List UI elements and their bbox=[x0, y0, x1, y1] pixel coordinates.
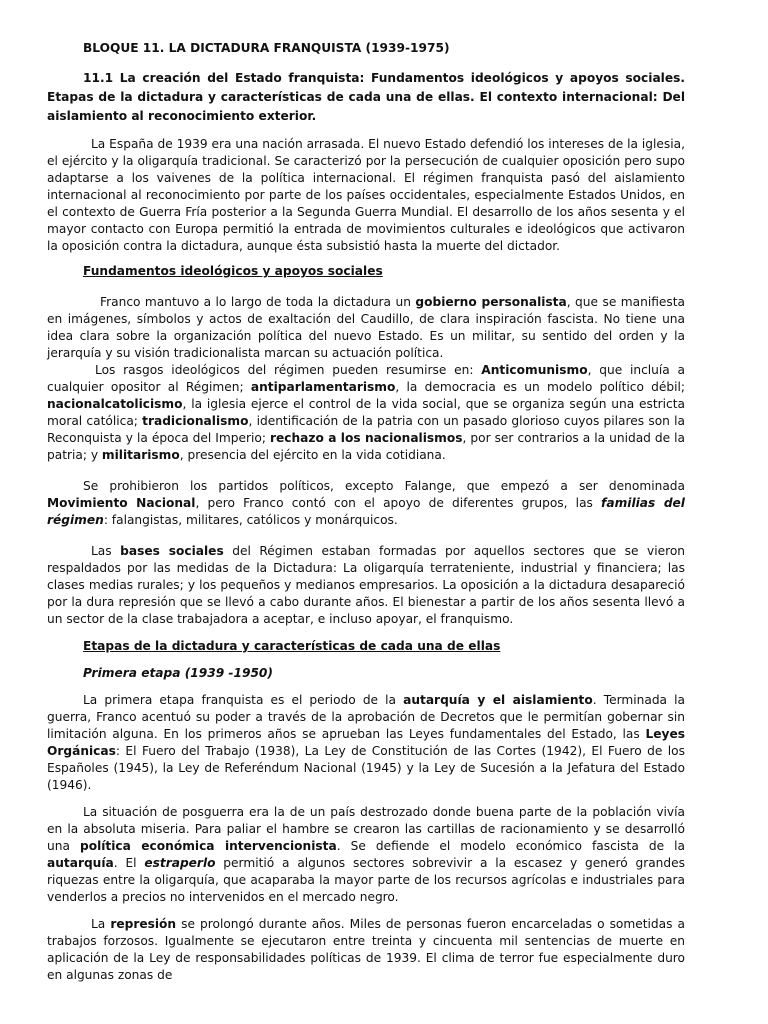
bold-term: Leyes Orgánicas bbox=[47, 727, 685, 758]
text-run: , la democracia es un modelo político débil; bbox=[395, 380, 685, 394]
bold-term: política económica intervencionista bbox=[79, 839, 337, 853]
text-run: , que incluía a cualquier opositor al Régimen; bbox=[47, 363, 685, 394]
subheading-etapas: Etapas de la dictadura y características de cada una de ellas bbox=[83, 639, 501, 653]
bold-term: Movimiento Nacional bbox=[47, 496, 196, 510]
text-run: Se prohibieron los partidos políticos, excepto Falange, que empezó a ser denominada bbox=[83, 479, 685, 493]
bold-term: rechazo a los nacionalismos bbox=[269, 431, 463, 445]
text-run: , identificación de la patria con un pasado glorioso cuyos pilares son la Reconquista y la época del Imperio; bbox=[47, 414, 685, 445]
intro-paragraph bbox=[47, 136, 685, 255]
text-run: , presencia del ejército en la vida cotidiana. bbox=[179, 448, 446, 462]
section-title: 11.1 La creación del Estado franquista: Fundamentos ideológicos y apoyos sociales. Etapas de la dictadura y características de cada una de ellas. El contexto internacional: Del aislamiento al reconocimiento exterior. bbox=[47, 71, 685, 123]
bold-term: nacionalcatolicismo bbox=[47, 397, 183, 411]
bold-italic-term: familias del régimen bbox=[47, 496, 685, 527]
paragraph-bases-sociales bbox=[47, 543, 685, 628]
text-run: . Se defiende el modelo económico fascista de la bbox=[336, 839, 685, 853]
text-run: Franco mantuvo a lo largo de toda la dictadura un bbox=[100, 295, 416, 309]
paragraph-partidos bbox=[47, 478, 685, 529]
paragraph-franco-personalista bbox=[47, 294, 685, 362]
paragraph-represion bbox=[47, 916, 685, 984]
subheading-fundamentos: Fundamentos ideológicos y apoyos sociales bbox=[83, 264, 383, 278]
text-run: : falangistas, militares, católicos y monárquicos. bbox=[103, 513, 398, 527]
text-run: La bbox=[91, 917, 111, 931]
bold-term: Anticomunismo bbox=[481, 363, 588, 377]
bold-term: represión bbox=[110, 917, 177, 931]
text-run: La situación de posguerra era la de un país destrozado donde buena parte de la población vivía en la absoluta miseria. Para paliar el hambre se crearon las cartillas de racionamiento y se desarrolló una bbox=[47, 805, 685, 853]
text-run: , por ser contrarios a la unidad de la patria; y bbox=[47, 431, 685, 462]
text-run: , la iglesia ejerce el control de la vida social, que se organiza según una estricta moral católica; bbox=[47, 397, 685, 428]
paragraph-autarquia bbox=[47, 692, 685, 794]
text-run: . Terminada la guerra, Franco acentuó su poder a través de la aprobación de Decretos que le permitían gobernar sin limitación alguna. En los primeros años se aprueban las Leyes fundamentales del Estado, las bbox=[47, 693, 685, 741]
intro-text: La España de 1939 era una nación arrasada. El nuevo Estado defendió los intereses de la iglesia, el ejército y la oligarquía tradicional. Se caracterizó por la persecución de cualquier oposición pero supo adaptarse a los vaivenes de la política internacional. El régimen franquista pasó del aislamiento internacional al reconocimiento por parte de los países occidentales, especialmente Estados Unidos, en el contexto de Guerra Fría posterior a la Segunda Guerra Mundial. El desarrollo de los años sesenta y el mayor contacto con Europa permitió la entrada de movimientos culturales e ideológicos que activaron la oposición contra la dictadura, aunque ésta subsistió hasta la muerte del dictador. bbox=[47, 137, 685, 253]
bold-term: militarismo bbox=[101, 448, 180, 462]
subheading-primera-etapa: Primera etapa (1939 -1950) bbox=[83, 666, 273, 680]
bold-term: autarquía y el aislamiento bbox=[403, 693, 593, 707]
block-title: BLOQUE 11. LA DICTADURA FRANQUISTA (1939-1975) bbox=[83, 41, 450, 55]
bold-italic-term: estraperlo bbox=[144, 856, 216, 870]
text-run: : El Fuero del Trabajo (1938), La Ley de Constitución de las Cortes (1942), El Fuero de los Españoles (1945), la Ley de Referéndum Nacional (1945) y la Ley de Sucesión a la Jefatura del Estado (1946). bbox=[47, 744, 685, 792]
text-run: . El bbox=[113, 856, 145, 870]
bold-term: antiparlamentarismo bbox=[250, 380, 396, 394]
bold-term: bases sociales bbox=[120, 544, 224, 558]
bold-term: autarquía bbox=[47, 856, 114, 870]
paragraph-posguerra bbox=[47, 804, 685, 906]
text-run: Las bbox=[91, 544, 121, 558]
bold-term: tradicionalismo bbox=[142, 414, 249, 428]
text-run: , pero Franco contó con el apoyo de diferentes grupos, las bbox=[195, 496, 602, 510]
text-run: Los rasgos ideológicos del régimen pueden resumirse en: bbox=[95, 363, 482, 377]
bold-term: gobierno personalista bbox=[415, 295, 567, 309]
text-run: permitió a algunos sectores sobrevivir a la escasez y generó grandes riquezas entre la oligarquía, que acaparaba la mayor parte de los recursos agrícolas e industriales para venderlos a precios no intervenidos en el mercado negro. bbox=[47, 856, 685, 904]
text-run: La primera etapa franquista es el periodo de la bbox=[83, 693, 404, 707]
text-run: del Régimen estaban formadas por aquellos sectores que se vieron respaldados por las medidas de la Dictadura: La oligarquía terrateniente, industrial y financiera; las clases medias rurales; y los pequeños y medianos empresarios. La oposición a la dictadura desapareció por la dura represión que se llevó a cabo durante años. El bienestar a partir de los años sesenta llevó a un sector de la clase trabajadora a aceptar, e incluso apoyar, el franquismo. bbox=[47, 544, 686, 626]
text-run: se prolongó durante años. Miles de personas fueron encarceladas o sometidas a trabajos forzosos. Igualmente se ejecutaron entre treinta y cincuenta mil sentencias de muerte en aplicación de la Ley de responsabilidades políticas de 1939. El clima de terror fue especialmente duro en algunas zonas de bbox=[47, 917, 685, 982]
text-run: , que se manifiesta en imágenes, símbolos y actos de exaltación del Caudillo, de clara inspiración fascista. No tiene una idea clara sobre la organización política del nuevo Estado. Es un militar, su sentido del orden y la jerarquía y su visión tradicionalista marcan su actuación política. bbox=[47, 295, 685, 360]
paragraph-rasgos-ideologicos bbox=[47, 362, 685, 464]
